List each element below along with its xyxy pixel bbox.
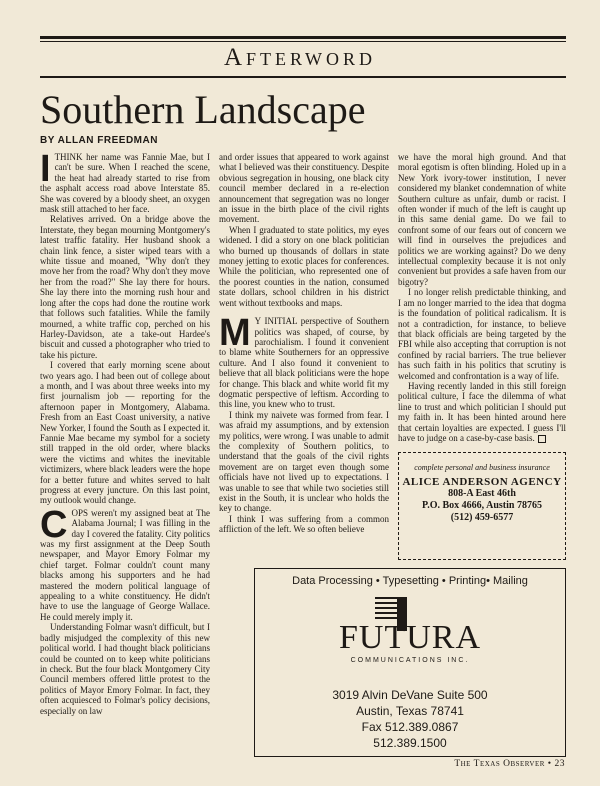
ad-address-2: Austin, Texas 78741	[356, 704, 464, 718]
ad-subtitle: COMMUNICATIONS INC.	[350, 657, 470, 664]
top-rule-thin	[40, 41, 566, 42]
futura-ad	[254, 568, 566, 757]
agency-address-2: P.O. Box 4666, Austin 78765	[422, 500, 542, 511]
column-2	[219, 152, 389, 567]
paragraph: I covered that early morning scene about two years ago. I had been out of college about a month, and I was about three weeks into my first journalism job — reporting for the afternoon paper in Montgomery, Alabama. Fresh from an East Coast university, a native New Yorker, I found the South as I expected it. Fannie Mae became my symbol for a society still trapped in the old order, where blacks were the victims and whites the inevitable victimizers, where black leaders were the hope for a better future and whites served to halt progress at every juncture. On this last point, my outlook would change.	[40, 360, 210, 506]
insurance-ad	[398, 452, 566, 560]
end-mark-icon	[538, 435, 546, 443]
article-title: Southern Landscape	[40, 87, 366, 132]
paragraph: and order issues that appeared to work against what I believed was their constituency. Despite obvious segregation in housing, one black city council member declared in a re-election announcement that segregation was no longer an issue in the birth place of the civil rights movement.	[219, 152, 389, 225]
agency-phone: (512) 459-6577	[450, 512, 514, 523]
insurance-tagline: complete personal and business insurance	[414, 463, 550, 472]
paragraph: I think my naivete was formed from fear. I was afraid my assumptions, and by extension my politics, were wrong. I was unable to admit the complexity of Southern politics, to understand that the goals of the civil rights movement are on target even though some officials have not lived up to expectations. I was unable to see that while two societies still exist in the South, it is unclear who holds the key to change.	[219, 409, 389, 514]
agency-address-1: 808-A East 46th	[448, 488, 516, 499]
paragraph: Having recently landed in this still foreign political culture, I face the dilemma of what line to trust and which politician I should put my faith in. It has been hinted around here that certain loyalties are expected. I guess I'll have to judge on a case-by-case basis.	[398, 380, 566, 443]
paragraph: OPS weren't my assigned beat at The Alabama Journal; I was filling in the day I covered the fatality. City politics was my first assignment at the Deep South newspaper, and Mayor Emory Folmar my chief target. Folmar couldn't count many blacks among his supporters and he had mastered the modern political language of appealing to a white constituency. He didn't have to use the language of George Wallace. He could merely imply it.	[40, 507, 210, 622]
top-rule-thick	[40, 36, 566, 39]
section-rule	[40, 76, 566, 78]
drop-cap: I	[40, 152, 51, 190]
paragraph: When I graduated to state politics, my eyes widened. I did a story on one black politician who burned up thousands of dollars in state money jetting to exotic places for conferences. While the politician, who represented one of the poorest counties in the nation, consumed state dollars, school children in his district went without textbooks and maps.	[219, 224, 389, 308]
agency-name: ALICE ANDERSON AGENCY	[402, 476, 562, 488]
drop-cap: M	[219, 312, 251, 355]
column-3	[398, 152, 566, 452]
section-heading: Afterword	[223, 44, 377, 71]
paragraph: I think I was suffering from a common affliction of the left. We so often believe	[219, 513, 389, 535]
paragraph: Y INITIAL perspective of Southern politics was shaped, of course, by parochialism. I found it convenient to blame white Southerners for an oppressive culture. And I also found it convenient to believe that all black politicians were the hope for change. This black and white world fit my dogmatic perspective of leftism. According to this line, you knew who to trust.	[219, 316, 389, 410]
column-1	[40, 152, 210, 772]
page-footer: The Texas Observer • 23	[454, 759, 565, 769]
paragraph: THINK her name was Fannie Mae, but I can't be sure. When I reached the scene, the heat had already started to rise from the asphalt access road above Interstate 85. She was covered by a bloody sheet, an oxygen mask still attached to her face.	[40, 152, 210, 215]
ad-contact	[255, 687, 565, 751]
byline: BY ALLAN FREEDMAN	[40, 135, 158, 146]
paragraph: I no longer relish predictable thinking, and I am no longer married to the idea that dogma is the foundation of political radicalism. It is not a contradiction, for instance, to believe that black officials are being targeted by the FBI while also accepting that corruption is not confined by racial barriers. The true believer has such faith in his politics that scrutiny is welcomed and confrontation is a way of life.	[398, 287, 566, 381]
ad-fax: Fax 512.389.0867	[361, 720, 459, 734]
ad-services: Data Processing • Typesetting • Printing• Mailing	[292, 575, 528, 587]
paragraph: we have the moral high ground. And that moral egotism is often blinding. Holed up in a New York ivory-tower institution, I never considered my blanket condemnation of white Southern culture as unfair, dumb or racist. I often wonder if much of the left is caught up in this same denial game. Do we fail to confront some of our fears out of concern we will find in ourselves the prejudices and politics we are working against? Do we deny intellectual complexity because it is not only convenient but provides a safe haven from our bigotry?	[398, 152, 566, 287]
ad-brand: FUTURA	[338, 619, 482, 656]
paragraph: Relatives arrived. On a bridge above the Interstate, they began mourning Montgomery's latest traffic fatality. Her husband shook a chain link fence, a sister wiped tears with a white tissue and moaned, "Why don't they move her from the road? Why don't they move her from the road?" She lay there for hours. She lay there into the morning rush hour and long after the cops had done the routine work that follows such fatalities. While the family mourned, a white traffic cop, perched on his Harley-Davidson, ate a take-out Hardee's biscuit and cussed a photographer who tried to take his picture.	[40, 214, 210, 360]
drop-cap: C	[40, 503, 68, 546]
ad-phone: 512.389.1500	[373, 736, 447, 750]
paragraph: Understanding Folmar wasn't difficult, but I badly misjudged the complexity of this new political world. I had thought black politicians could be counted on to keep white politicians in check. But the four black Montgomery City Council members offered little protest to the politics of Mayor Emory Folmar. In fact, they often acquiesced to Folmar's policy decisions, especially on law	[40, 622, 210, 716]
ad-address-1: 3019 Alvin DeVane Suite 500	[332, 688, 488, 702]
